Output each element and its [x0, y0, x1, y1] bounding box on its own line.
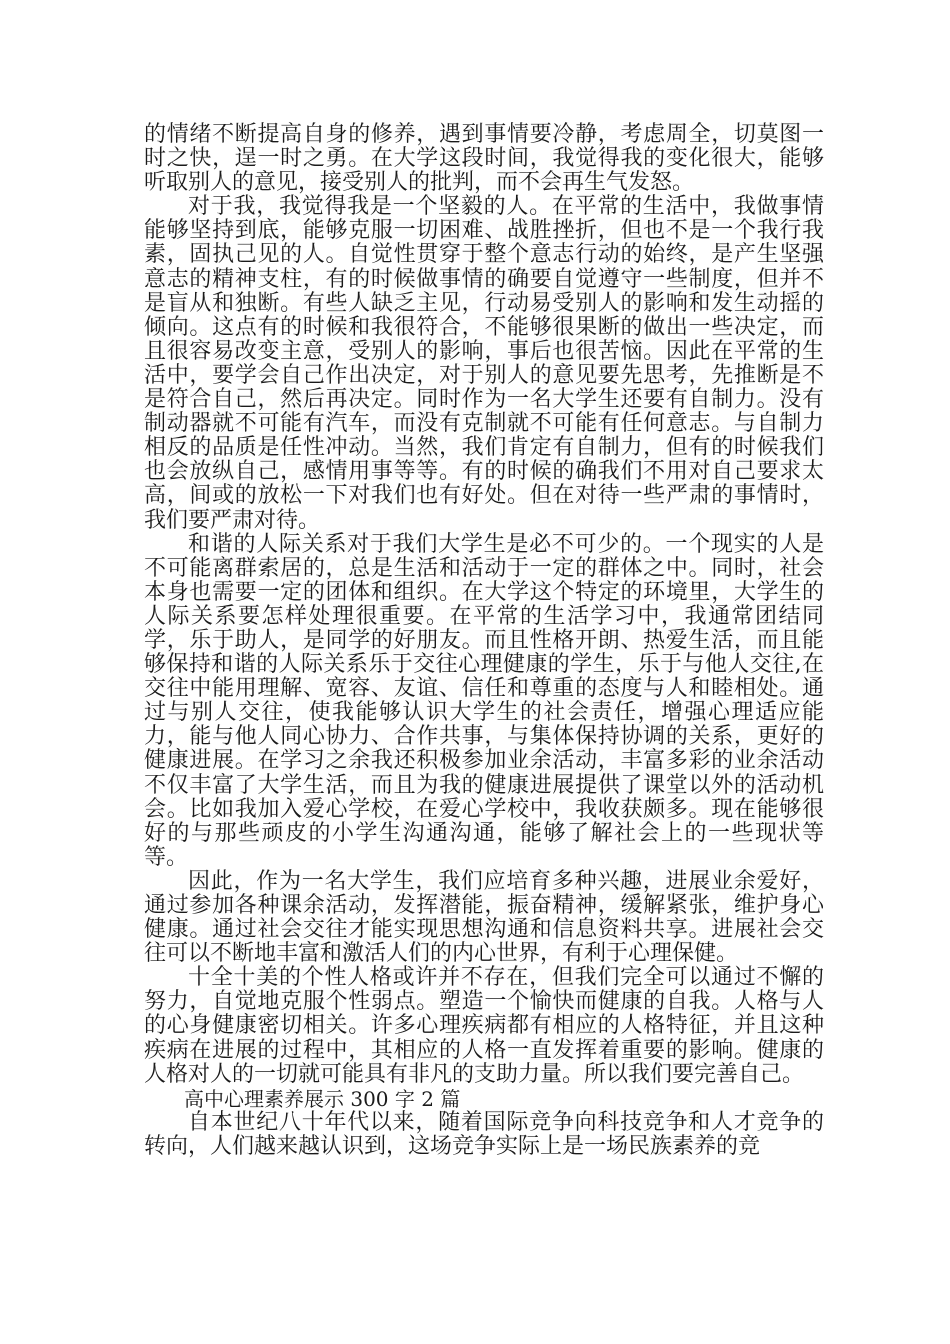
paragraph-1: 的情绪不断提高自身的修养，遇到事情要冷静，考虑周全，切莫图一时之快，逞一时之勇。在大学这段时间，我觉得我的变化很大，能够听取别人的意见，接受别人的批判，而不会再生气发怒。	[144, 122, 824, 196]
paragraph-6: 自本世纪八十年代以来，随着国际竞争向科技竞争和人才竞争的转向，人们越来越认识到，这场竞争实际上是一场民族素养的竞	[144, 1109, 824, 1159]
document-body	[144, 123, 824, 1159]
section-heading: 高中心理素养展示 300 字 2 篇	[184, 1086, 461, 1111]
paragraph-5: 十全十美的个性人格或许并不存在，但我们完全可以通过不懈的努力，自觉地克服个性弱点。塑造一个愉快而健康的自我。人格与人的心身健康密切相关。许多心理疾病都有相应的人格特征，并且这种疾病在进展的过程中，其相应的人格一直发挥着重要的影响。健康的人格对人的一切就可能具有非凡的支助力量。所以我们要完善自己。	[144, 965, 824, 1087]
paragraph-2: 对于我，我觉得我是一个坚毅的人。在平常的生活中，我做事情能够坚持到底，能够克服一切困难、战胜挫折，但也不是一个我行我素，固执己见的人。自觉性贯穿于整个意志行动的始终，是产生坚强意志的精神支柱，有的时候做事情的确要自觉遵守一些制度，但并不是盲从和独断。有些人缺乏主见，行动易受别人的影响和发生动摇的倾向。这点有的时候和我很符合，不能够很果断的做出一些决定，而且很容易改变主意，受别人的影响，事后也很苦恼。因此在平常的生活中，要学会自己作出决定，对于别人的意见要先思考，先推断是不是符合自己，然后再决定。同时作为一名大学生还要有自制力。没有制动器就不可能有汽车，而没有克制就不可能有任何意志。与自制力相反的品质是任性冲动。当然，我们肯定有自制力，但有的时候我们也会放纵自己，感情用事等等。有的时候的确我们不用对自己要求太高，间或的放松一下对我们也有好处。但在对待一些严肃的事情时，我们要严肃对待。	[144, 194, 824, 533]
paragraph-4: 因此，作为一名大学生，我们应培育多种兴趣，进展业余爱好，通过参加各种课余活动，发挥潜能，振奋精神，缓解紧张，维护身心健康。通过社会交往才能实现思想沟通和信息资料共享。进展社会交往可以不断地丰富和激活人们的内心世界，有利于心理保健。	[144, 868, 824, 967]
paragraph-3: 和谐的人际关系对于我们大学生是必不可少的。一个现实的人是不可能离群索居的，总是生活和活动于一定的群体之中。同时，社会本身也需要一定的团体和组织。在大学这个特定的环境里，大学生的人际关系要怎样处理很重要。在平常的生活学习中，我通常团结同学，乐于助人，是同学的好朋友。而且性格开朗、热爱生活，而且能够保持和谐的人际关系乐于交往心理健康的学生，乐于与他人交往,在交往中能用理解、宽容、友谊、信任和尊重的态度与人和睦相处。通过与别人交往，使我能够认识大学生的社会责任，增强心理适应能力，能与他人同心协力、合作共事，与集体保持协调的关系，更好的健康进展。在学习之余我还积极参加业余活动，丰富多彩的业余活动不仅丰富了大学生活，而且为我的健康进展提供了课堂以外的活动机会。比如我加入爱心学校，在爱心学校中，我收获颇多。现在能够很好的与那些顽皮的小学生沟通沟通，能够了解社会上的一些现状等等。	[144, 531, 824, 870]
